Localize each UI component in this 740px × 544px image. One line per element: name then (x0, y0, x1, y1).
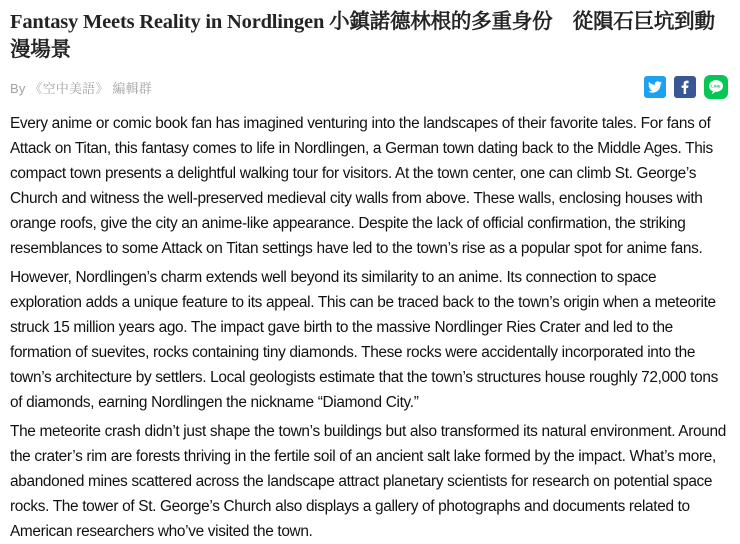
twitter-share-button[interactable] (644, 76, 666, 98)
byline: By 《空中美語》 編輯群 (10, 80, 152, 96)
twitter-icon (648, 80, 662, 94)
line-share-button[interactable] (704, 75, 728, 99)
facebook-share-button[interactable] (674, 76, 696, 98)
paragraph-1: Every anime or comic book fan has imagined venturing into the landscapes of their favorite tales. For fans of Attack on Titan, this fantasy comes to life in Nordlingen, a German town dating back to the Middle Ages. This compact town presents a delightful walking tour for visitors. At the town center, one can climb St. George’s Church and witness the well-preserved medieval city walls from above. These walls, enclosing houses with orange roofs, give the city an anime-like appearance. Despite the lack of official confirmation, the striking resemblances to some Attack on Titan settings have led to the town’s rise as a popular spot for anime fans. (10, 115, 713, 257)
share-buttons (644, 75, 728, 99)
paragraph-2: However, Nordlingen’s charm extends well beyond its similarity to an anime. Its connection to space exploration adds a unique feature to its appeal. This can be traced back to the town’s origin when a meteorite struck 15 million years ago. The impact gave birth to the massive Nordlinger Ries Crater and led to the formation of suevites, rocks containing tiny diamonds. These rocks were accidentally incorporated into the town’s architecture by settlers. Local geologists estimate that the town’s structures house roughly 72,000 tons of diamonds, earning Nordlingen the nickname “Diamond City.” (10, 269, 718, 411)
line-icon (706, 77, 726, 97)
svg-text:LINE: LINE (711, 84, 721, 89)
article-body (10, 111, 728, 544)
facebook-icon (677, 79, 693, 95)
article-title: Fantasy Meets Reality in Nordlingen 小鎮諾德林根的多重身份 從隕石巨坑到動漫場景 (10, 11, 715, 61)
paragraph-3: The meteorite crash didn’t just shape the town’s buildings but also transformed its natural environment. Around the crater’s rim are forests thriving in the fertile soil of an ancient salt lake formed by the impact. What’s more, abandoned mines scattered across the landscape attract planetary scientists for research on potential space rocks. The tower of St. George’s Church also displays a gallery of photographs and documents related to American researchers who’ve visited the town. (10, 423, 726, 540)
byline-row (10, 75, 728, 99)
